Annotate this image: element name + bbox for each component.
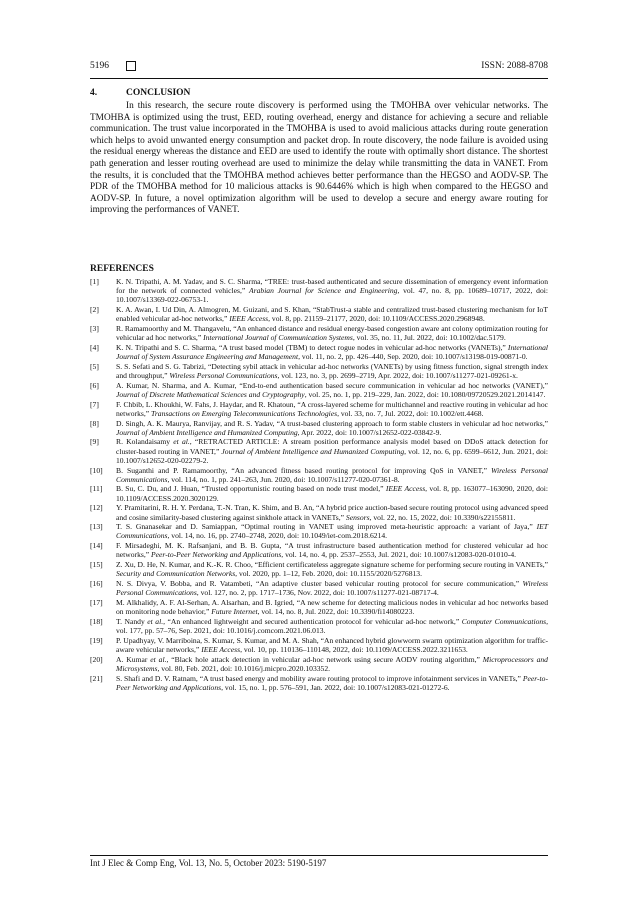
- reference-venue: Sensors: [345, 512, 370, 522]
- reference-authors: D. Singh, A. K. Maurya, Ranvijay, and R. S. Yadav, “A trust-based clustering approach to form stable clusters in vehicular ad hoc networks,”: [116, 418, 548, 428]
- reference-details: , vol. 47, no. 8, pp. 10689–10717, 2022, doi: 10.1007/s13369-022-06753-1.: [116, 286, 548, 305]
- reference-authors: T. S. Gnanasekar and D. Samiappan, “Optimal routing in VANET using improved meta-heuristic approach: a variant of Jaya,”: [116, 522, 537, 532]
- reference-venue: International Journal of System Assurance Engineering and Management: [116, 342, 548, 362]
- square-icon: [126, 61, 136, 71]
- reference-authors: S. S. Sefati and S. G. Tabrizi, “Detecting sybil attack in vehicular ad-hoc networks (VANETs) by using fitness function, signal strength index and throughput,”: [116, 361, 548, 381]
- reference-venue: Journal of Ambient Intelligence and Humanized Computing: [221, 446, 405, 456]
- reference-item: [90, 419, 548, 437]
- reference-authors: K. N. Tripathi and S. C. Sharma, “A trust based model (TBM) to detect rogue nodes in vehicular ad-hoc networks (VANETs),”: [116, 342, 508, 352]
- reference-venue: Peer-to-Peer Networking and Applications: [151, 550, 282, 560]
- reference-details: , vol. 10, pp. 110136–110148, 2022, doi: 10.1109/ACCESS.2022.3211653.: [240, 644, 468, 654]
- reference-number: [5]: [90, 361, 99, 371]
- reference-text: [116, 541, 548, 559]
- references-heading: REFERENCES: [90, 264, 154, 274]
- reference-details: , vol. 114, no. 1, pp. 241–263, Jun. 2020, doi: 10.1007/s11277-020-07361-8.: [167, 474, 400, 484]
- reference-item: [90, 484, 548, 502]
- reference-text: [116, 381, 548, 399]
- footer-rule: [90, 855, 548, 856]
- reference-authors: S. Shafi and D. V. Ratnam, “A trust based energy and mobility aware routing protocol to improve infotainment services in VANETs,”: [116, 673, 523, 683]
- reference-number: [17]: [90, 597, 103, 607]
- journal-citation: Int J Elec & Comp Eng, Vol. 13, No. 5, October 2023: 5190-5197: [90, 858, 327, 868]
- reference-item: [90, 343, 548, 361]
- reference-authors: N. S. Divya, V. Bobba, and R. Vatambeti, “An adaptive cluster based vehicular routing protocol for secure communication,”: [116, 579, 523, 588]
- reference-authors: R. Ramamoorthy and M. Thangavelu, “An enhanced distance and residual energy-based congestion aware ant colony optimization routing for vehicular ad hoc networks,”: [116, 324, 548, 343]
- reference-details: , vol. 12, no. 6, pp. 6599–6612, Jun. 2021, doi: 10.1007/s12652-020-02279-2.: [116, 446, 548, 465]
- reference-venue: Arabian Journal for Science and Engineering: [249, 286, 398, 296]
- reference-item: [90, 560, 548, 578]
- reference-venue: Journal of Ambient Intelligence and Humanized Computing: [116, 427, 298, 437]
- reference-number: [13]: [90, 522, 103, 532]
- reference-title: , “An enhanced lightweight and secured authentication protocol for vehicular ad-hoc network,”: [163, 616, 462, 626]
- reference-details: , vol. 2020, pp. 1–12, Feb. 2020, doi: 10.1155/2020/5276813.: [235, 569, 422, 579]
- reference-number: [8]: [90, 418, 99, 428]
- reference-item: [90, 324, 548, 342]
- reference-text: [116, 579, 548, 597]
- reference-text: [116, 522, 548, 540]
- reference-text: [116, 437, 548, 465]
- reference-venue: Security and Communication Networks: [116, 569, 236, 579]
- reference-text: [116, 484, 548, 502]
- reference-authors: M. Alkhalidy, A. F. Al-Serhan, A. Alsarhan, and B. Igried, “A new scheme for detecting malicious nodes in vehicular ad hoc networks based on monitoring node behavior,”: [116, 597, 548, 617]
- reference-authors: R. Kolandaisamy: [116, 437, 174, 447]
- reference-item: [90, 522, 548, 540]
- reference-details: , vol. 123, no. 3, pp. 2699–2719, Apr. 2022, doi: 10.1007/s11277-021-09261-x.: [277, 371, 518, 381]
- reference-item: [90, 503, 548, 521]
- reference-authors: A. Kumar: [116, 654, 151, 664]
- reference-text: [116, 343, 548, 361]
- reference-details: , vol. 177, pp. 57–76, Sep. 2021, doi: 10.1016/j.comcom.2021.06.013.: [116, 616, 549, 636]
- reference-text: [116, 466, 548, 484]
- reference-details: , vol. 15, no. 1, pp. 576–591, Jan. 2022, doi: 10.1007/s12083-021-01272-6.: [221, 682, 450, 692]
- reference-venue: Wireless Personal Communications: [116, 579, 548, 598]
- reference-number: [3]: [90, 324, 99, 334]
- reference-title: , “Black hole attack detection in vehicular ad-hoc network using secure AODV routing algorithm,”: [166, 654, 483, 664]
- reference-number: [1]: [90, 277, 99, 286]
- reference-text: [116, 400, 548, 418]
- reference-item: [90, 381, 548, 399]
- reference-details: , vol. 14, no. 16, pp. 2740–2748, 2020, doi: 10.1049/iet-com.2018.6214.: [167, 531, 388, 541]
- reference-venue: Microprocessors and Microsystems: [116, 654, 548, 673]
- reference-text: [116, 636, 548, 654]
- reference-number: [6]: [90, 380, 99, 390]
- section-heading: [90, 88, 190, 98]
- reference-venue: Journal of Discrete Mathematical Sciences and Cryptography: [116, 389, 305, 399]
- reference-number: [7]: [90, 399, 99, 409]
- reference-details: , vol. 14, no. 4, pp. 2537–2553, Jul. 2021, doi: 10.1007/s12083-020-01010-4.: [281, 550, 517, 560]
- reference-authors: K. N. Tripathi, A. M. Yadav, and S. C. Sharma, “TREE: trust-based authenticated and secure dissemination of emergency event information for the network of connected vehicles,”: [116, 277, 548, 296]
- reference-venue: IET Communications: [116, 522, 548, 541]
- reference-item: [90, 400, 548, 418]
- reference-details: , vol. 22, no. 15, 2022, doi: 10.3390/s22155811.: [369, 512, 516, 522]
- reference-venue: Wireless Personal Communications: [169, 371, 278, 381]
- reference-venue: Computer Communications: [461, 616, 547, 626]
- reference-text: [116, 560, 548, 578]
- reference-details: , Apr. 2022, doi: 10.1007/s12652-022-03842-9.: [297, 427, 442, 437]
- reference-text: [116, 655, 548, 673]
- reference-details: , vol. 25, no. 1, pp. 219–229, Jan. 2022, doi: 10.1080/09720529.2021.2014147.: [304, 389, 546, 399]
- reference-title: , “RETRACTED ARTICLE: A stream position performance analysis model based on DDoS attack detection for cluster-based routing in VANET,”: [116, 437, 549, 456]
- reference-item: [90, 617, 548, 635]
- reference-number: [21]: [90, 673, 103, 683]
- reference-number: [2]: [90, 305, 99, 315]
- reference-text: [116, 674, 548, 692]
- reference-number: [20]: [90, 654, 103, 664]
- reference-et-al: et al.: [150, 654, 167, 664]
- reference-details: , vol. 80, Feb. 2021, doi: 10.1016/j.micpro.2020.103352.: [157, 663, 331, 673]
- reference-venue: Wireless Personal Communications: [116, 465, 548, 484]
- page-number: 5196: [90, 61, 109, 71]
- reference-number: [10]: [90, 465, 103, 475]
- reference-number: [18]: [90, 616, 103, 626]
- reference-et-al: et al.: [147, 616, 164, 626]
- reference-item: [90, 466, 548, 484]
- reference-authors: B. Suganthi and P. Ramamoorthy, “An advanced fitness based routing protocol for improving QoS in VANET,”: [116, 465, 492, 475]
- reference-item: [90, 541, 548, 559]
- reference-text: [116, 362, 548, 380]
- reference-venue: Transactions on Emerging Telecommunications Technologies: [151, 408, 338, 418]
- reference-authors: Z. Xu, D. He, N. Kumar, and K.-K. R. Choo, “Efficient certificateless aggregate signature scheme for performing secure routing in VANETs,”: [116, 560, 548, 570]
- reference-venue: Peer-to-Peer Networking and Applications: [116, 673, 548, 692]
- reference-number: [15]: [90, 560, 103, 570]
- reference-number: [14]: [90, 541, 103, 551]
- reference-text: [116, 503, 548, 521]
- reference-authors: F. Mirsadeghi, M. K. Rafsanjani, and B. B. Gupta, “A trust infrastructure based authentication method for clustered vehicular ad hoc networks,”: [116, 541, 548, 560]
- reference-authors: F. Chbib, L. Khoukhi, W. Fahs, J. Haydar, and R. Khatoun, “A cross-layered scheme for multichannel and reactive routing in vehicular ad hoc networks,”: [116, 399, 548, 418]
- reference-details: , vol. 127, no. 2, pp. 1717–1736, Nov. 2022, doi: 10.1007/s11277-021-08717-4.: [196, 588, 439, 598]
- reference-et-al: et al.: [173, 437, 190, 447]
- reference-number: [11]: [90, 484, 103, 494]
- reference-venue: Future Internet: [211, 607, 258, 617]
- reference-number: [12]: [90, 503, 103, 513]
- reference-item: [90, 655, 548, 673]
- running-header: [90, 58, 548, 74]
- reference-text: [116, 419, 548, 437]
- reference-text: [116, 305, 548, 323]
- reference-venue: IEEE Access: [385, 484, 426, 494]
- reference-item: [90, 362, 548, 380]
- reference-venue: IEEE Access: [229, 314, 269, 324]
- reference-number: [9]: [90, 437, 99, 447]
- reference-item: [90, 305, 548, 323]
- reference-number: [16]: [90, 579, 103, 588]
- reference-text: [116, 277, 548, 305]
- reference-item: [90, 598, 548, 616]
- conclusion-paragraph: In this research, the secure route discovery is performed using the TMOHBA over vehicular networks. The TMOHBA is optimized using the trust, EED, routing overhead, energy and distance for achieving a secure and reliable communication. The trust value incorporated in the TMOHBA is used to avoid malicious attacks during route generation which helps to avoid unwanted energy consumption and packet drop. In route discovery, the node failure is avoided using the residual energy whereas the distance and EED are used to identify the route with optimally short distance. The shortest path generation and lesser routing overhead are used to minimize the delay while transmitting the data in VANET. From the results, it is concluded that the TMOHBA method achieves better performance than the HEGSO and AODV-SP. The PDR of the TMOHBA method for 10 malicious attacks is 90.6446% which is high when compared to the HEGSO and AODV-SP. In future, a novel optimization algorithm will be used to develop a secure and energy aware routing for improving the performances of VANET.: [90, 101, 548, 216]
- reference-details: , vol. 8, pp. 163077–163090, 2020, doi: 10.1109/ACCESS.2020.3020129.: [116, 484, 548, 503]
- header-rule: [90, 78, 548, 79]
- section-title: CONCLUSION: [126, 88, 191, 98]
- reference-authors: T. Nandy: [116, 616, 148, 626]
- reference-item: [90, 437, 548, 465]
- reference-details: , vol. 33, no. 7, Jul. 2022, doi: 10.1002/ett.4468.: [337, 408, 484, 418]
- reference-details: , vol. 35, no. 11, Jul. 2022, doi: 10.1002/dac.5179.: [352, 333, 506, 343]
- reference-item: [90, 674, 548, 692]
- reference-authors: Y. Pramitarini, R. H. Y. Perdana, T.-N. Tran, K. Shim, and B. An, “A hybrid price auction-based secure routing protocol using advanced speed and cosine similarity-based clustering against sinkhole attack in VANETs,”: [116, 503, 548, 522]
- reference-authors: A. Kumar, N. Sharma, and A. Kumar, “End-to-end authentication based secure communication in vehicular ad hoc networks (VANET),”: [116, 380, 548, 390]
- reference-item: [90, 579, 548, 597]
- reference-venue: International Journal of Communication Systems: [203, 333, 353, 343]
- reference-authors: K. A. Awan, I. Ud Din, A. Almogren, M. Guizani, and S. Khan, “StabTrust-a stable and centralized trust-based clustering mechanism for IoT enabled vehicular ad-hoc networks,”: [116, 305, 548, 324]
- reference-details: , vol. 11, no. 2, pp. 426–440, Sep. 2020, doi: 10.1007/s13198-019-00871-0.: [298, 352, 528, 362]
- reference-number: [19]: [90, 635, 103, 645]
- issn: ISSN: 2088-8708: [481, 61, 548, 71]
- reference-item: [90, 636, 548, 654]
- reference-details: , vol. 8, pp. 21159–21177, 2020, doi: 10.1109/ACCESS.2020.2968948.: [268, 314, 485, 324]
- reference-venue: IEEE Access: [201, 644, 241, 654]
- reference-authors: P. Upadhyay, V. Marriboina, S. Kumar, S. Kumar, and M. A. Shah, “An enhanced hybrid glowworm swarm optimization algorithm for traffic-aware vehicular networks,”: [116, 635, 548, 654]
- reference-number: [4]: [90, 342, 99, 352]
- reference-details: , vol. 14, no. 8, Jul. 2022, doi: 10.3390/fi14080223.: [257, 607, 415, 617]
- reference-authors: B. Su, C. Du, and J. Huan, “Trusted opportunistic routing based on node trust model,”: [116, 484, 386, 494]
- reference-text: [116, 598, 548, 616]
- section-number: 4.: [90, 88, 98, 98]
- reference-text: [116, 324, 548, 342]
- reference-item: [90, 277, 548, 305]
- reference-list: [90, 277, 548, 692]
- reference-text: [116, 617, 548, 635]
